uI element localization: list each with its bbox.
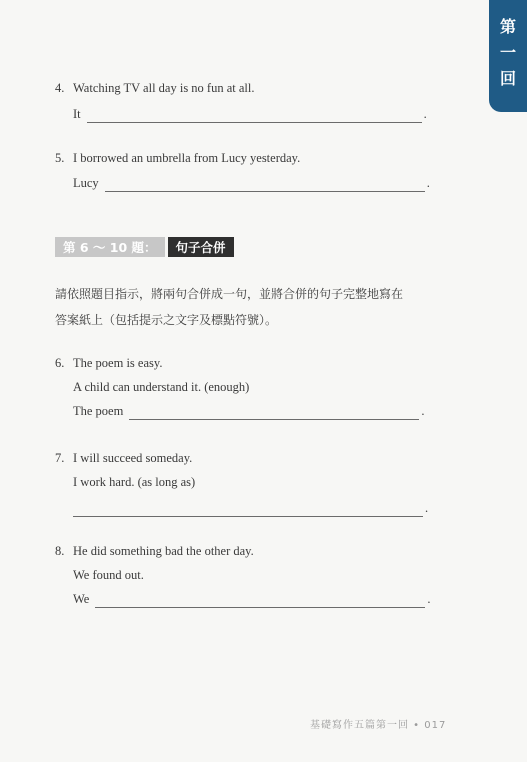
section-range: 第 6 ～ 10 題： — [55, 237, 165, 257]
chapter-tab — [489, 0, 527, 112]
answer-prefix: Lucy — [73, 176, 99, 190]
question-8 — [55, 542, 430, 608]
question-number: 5. — [55, 151, 65, 165]
answer-prefix: We — [73, 592, 90, 606]
answer-period: . — [427, 592, 431, 606]
question-text: I will succeed someday. — [73, 451, 193, 465]
question-sentence — [55, 354, 424, 372]
question-hint: I work hard. (as long as) — [73, 475, 196, 489]
question-sentence — [55, 449, 428, 467]
question-5 — [55, 149, 430, 192]
answer-blank[interactable] — [105, 179, 425, 192]
question-sentence — [55, 542, 430, 560]
answer-prefix: It — [73, 107, 81, 121]
question-number: 7. — [55, 451, 65, 465]
question-number: 8. — [55, 544, 65, 558]
answer-prefix: The poem — [73, 404, 124, 418]
answer-period: . — [423, 107, 427, 121]
answer-row — [55, 590, 430, 608]
answer-blank[interactable] — [129, 407, 419, 420]
question-hint: A child can understand it. (enough) — [73, 380, 250, 394]
question-number: 6. — [55, 356, 65, 370]
question-number: 4. — [55, 81, 65, 95]
instruction-line: 請依照題目指示，將兩句合併成一句，並將合併的句子完整地寫在 — [55, 287, 404, 301]
section-title: 句子合併 — [168, 237, 234, 257]
question-hint: We found out. — [73, 568, 144, 582]
answer-row — [55, 174, 430, 192]
chapter-tab-char: 第 — [499, 17, 516, 36]
question-4 — [55, 79, 427, 123]
question-sentence — [55, 79, 427, 97]
chapter-tab-char: 回 — [499, 69, 516, 88]
answer-blank[interactable] — [87, 110, 422, 123]
answer-blank[interactable] — [73, 504, 423, 517]
question-sentence — [55, 149, 430, 167]
answer-blank[interactable] — [95, 595, 425, 608]
answer-period: . — [425, 501, 429, 515]
answer-row — [55, 499, 428, 517]
question-text: I borrowed an umbrella from Lucy yesterday. — [73, 151, 301, 165]
answer-row — [55, 105, 427, 123]
answer-row — [55, 402, 424, 420]
section-header — [55, 237, 234, 257]
question-text: The poem is easy. — [73, 356, 163, 370]
page-footer: 基礎寫作五篇第一回 • 017 — [310, 720, 447, 731]
question-text: Watching TV all day is no fun at all. — [73, 81, 255, 95]
question-6 — [55, 354, 424, 420]
question-7 — [55, 449, 428, 517]
chapter-tab-char: 一 — [499, 43, 516, 62]
section-instruction — [55, 281, 455, 333]
instruction-line: 答案紙上（包括提示之文字及標點符號）。 — [55, 313, 278, 327]
question-text: He did something bad the other day. — [73, 544, 254, 558]
answer-period: . — [421, 404, 425, 418]
answer-period: . — [426, 176, 430, 190]
